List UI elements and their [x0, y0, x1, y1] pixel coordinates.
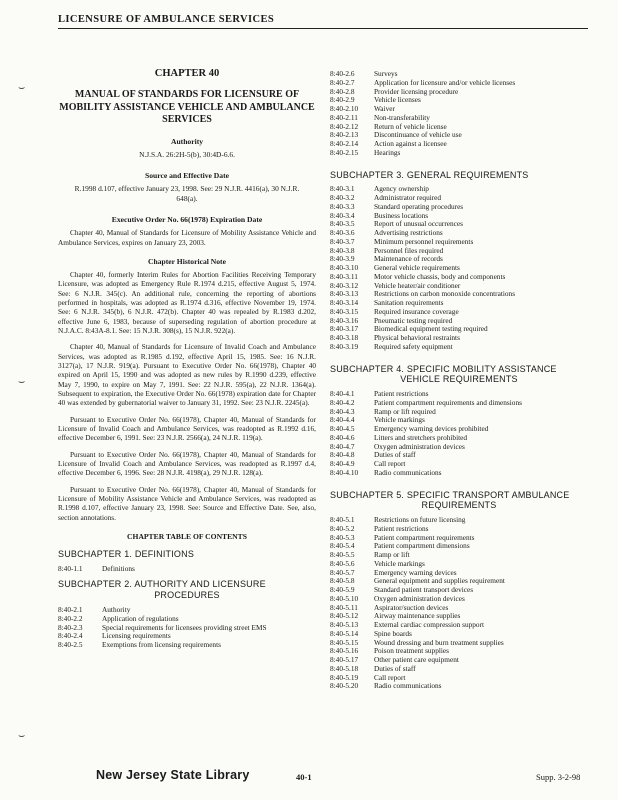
section-title: Advertising restrictions — [374, 228, 443, 238]
toc-entry — [58, 641, 267, 650]
section-number: 8:40-5.16 — [330, 646, 359, 656]
section-title: Biomedical equipment testing required — [374, 324, 488, 334]
margin-mark: ⌣ — [18, 82, 26, 94]
toc-entry — [330, 343, 515, 352]
section-title: Licensing requirements — [102, 631, 171, 641]
section-number: 8:40-3.12 — [330, 280, 359, 290]
toc-entry — [330, 443, 522, 452]
section-number: 8:40-3.15 — [330, 306, 359, 316]
subchapter-5-list — [330, 516, 505, 691]
section-number: 8:40-4.2 — [330, 397, 355, 407]
section-number: 8:40-2.9 — [330, 95, 355, 105]
toc-entry — [330, 88, 515, 97]
toc-entry — [330, 149, 515, 158]
subchapter-5-heading: SUBCHAPTER 5. SPECIFIC TRANSPORT AMBULANCE REQUIREMENTS — [330, 489, 570, 511]
section-number: 8:40-5.1 — [330, 515, 355, 525]
section-number: 8:40-4.3 — [330, 406, 355, 416]
section-number: 8:40-2.3 — [58, 622, 83, 632]
section-title: Ramp or lift — [374, 550, 410, 560]
section-title: General vehicle requirements — [374, 263, 460, 273]
history-paragraph: Pursuant to Executive Order No. 66(1978), Chapter 40, Manual of Standards for Licensure of Invalid Coach and Ambulance Services, was readopted as R.1997 d.4, effective December 6, 1996. See: 28 N.J.R. 4198(a), 29 N.J.R. 128(a). — [58, 449, 316, 478]
supplement-date: Supp. 3-2-98 — [536, 772, 581, 782]
section-title: Vehicle markings — [374, 558, 425, 568]
subchapter-4-list — [330, 390, 522, 478]
subchapter-1-heading: SUBCHAPTER 1. DEFINITIONS — [58, 548, 195, 559]
running-header: LICENSURE OF AMBULANCE SERVICES — [58, 14, 588, 29]
section-number: 8:40-3.11 — [330, 271, 358, 281]
margin-mark: ⌣ — [18, 376, 26, 388]
section-title: Oxygen administration devices — [374, 441, 465, 451]
section-number: 8:40-4.6 — [330, 432, 355, 442]
history-paragraph: Chapter 40, formerly Interim Rules for Abortion Facilities Receiving Temporary Licensure, was adopted as Emergency Rule R.1974 d.215, effective August 5, 1974. See: 6 N.J.R. 345(c). An additional rule, concerning the reporting of abortions performed in hospitals, was adopted as R.1974 d.316, effective November 19, 1974. See: 6 N.J.R. 345(b), 6 N.J.R. 472(b). Chapter 40 was repealed by R.1983 d.202, effective June 6, 1983, because of superseding regulation of abortion procedure at N.J.A.C. 8:43A-8.1. See: 15 N.J.R. 308(s), 15 N.J.R. 922(a). — [58, 270, 316, 335]
section-number: 8:40-5.6 — [330, 558, 355, 568]
section-title: Return of vehicle license — [374, 121, 447, 131]
section-number: 8:40-5.15 — [330, 637, 359, 647]
section-number: 8:40-5.12 — [330, 611, 359, 621]
section-title: Personnel files required — [374, 245, 444, 255]
section-number: 8:40-4.4 — [330, 415, 355, 425]
section-title: Aspirator/suction devices — [374, 602, 449, 612]
section-title: Application of regulations — [102, 613, 179, 623]
section-number: 8:40-2.4 — [58, 631, 83, 641]
section-number: 8:40-3.1 — [330, 184, 355, 194]
section-title: Action against a licensee — [374, 139, 447, 148]
subchapter-4-heading: SUBCHAPTER 4. SPECIFIC MOBILITY ASSISTANCE VEHICLE REQUIREMENTS — [330, 363, 557, 385]
history-paragraph: Chapter 40, Manual of Standards for Licensure of Invalid Coach and Ambulance Services, was adopted as R.1985 d.192, effective April 15, 1985. See: 16 N.J.R. 3127(a), 17 N.J.R. 919(a). Pursuant to Executive Order No. 66(1978), Chapter 40 expired on April 15, 1990 and was adopted as new rules by R.1990 d.239, effective May 7, 1990, to expire on May 7, 1991. See: 22 N.J.R. 595(a), 22 N.J.R. 1364(a). Subsequent to expiration, the Executive Order No. 66(1978) expiration date for Chapter 40 was extended by gubernatorial waiver to January 31, 1992. See: 23 N.J.R. 2245(a). — [58, 342, 316, 408]
section-number: 8:40-3.3 — [330, 201, 355, 211]
library-stamp: New Jersey State Library — [96, 768, 250, 782]
section-title: Standard patient transport devices — [374, 585, 474, 595]
section-title: Definitions — [102, 563, 135, 573]
section-number: 8:40-5.9 — [330, 585, 355, 595]
section-title: Sanitation requirements — [374, 298, 444, 308]
section-number: 8:40-5.14 — [330, 628, 359, 638]
section-number: 8:40-4.5 — [330, 424, 355, 434]
section-title: Report of unusual occurrences — [374, 219, 463, 229]
right-column — [330, 70, 588, 691]
section-title: Standard operating procedures — [374, 201, 464, 211]
section-number: 8:40-2.6 — [330, 69, 355, 78]
section-number: 8:40-3.4 — [330, 210, 355, 220]
section-number: 8:40-4.9 — [330, 459, 355, 469]
section-title: Litters and stretchers prohibited — [374, 432, 468, 442]
section-title: Vehicle licenses — [374, 95, 421, 105]
section-number: 8:40-5.5 — [330, 550, 355, 560]
section-number: 8:40-3.19 — [330, 341, 359, 351]
section-number: 8:40-3.6 — [330, 228, 355, 238]
section-title: Special requirements for licensees providing street EMS — [102, 622, 267, 632]
section-title: Other patient care equipment — [374, 655, 459, 665]
toc-entry — [330, 542, 505, 551]
source-heading: Source and Effective Date — [144, 171, 229, 181]
page-number: 40-1 — [296, 772, 312, 782]
section-number: 8:40-5.10 — [330, 593, 359, 603]
section-number: 8:40-3.2 — [330, 193, 355, 203]
toc-entry — [330, 408, 522, 417]
section-number: 8:40-3.7 — [330, 236, 355, 246]
section-number: 8:40-5.4 — [330, 541, 355, 551]
section-number: 8:40-5.7 — [330, 567, 355, 577]
section-title: Radio communications — [374, 467, 442, 477]
section-number: 8:40-2.15 — [330, 147, 359, 157]
section-title: Patient compartment dimensions — [374, 541, 470, 551]
eo-text: Chapter 40, Manual of Standards for Licensure of Mobility Assistance Vehicle and Ambulance Services, expires on January 23, 2003. — [58, 228, 316, 247]
section-title: Waiver — [374, 104, 395, 113]
authority-heading: Authority — [170, 136, 204, 146]
toc-entry — [330, 682, 505, 691]
left-column — [58, 68, 316, 650]
subchapter-3-list — [330, 185, 515, 351]
section-title: Patient restrictions — [374, 523, 429, 533]
section-number: 8:40-2.8 — [330, 86, 355, 96]
history-paragraph: Pursuant to Executive Order No. 66(1978), Chapter 40, Manual of Standards for Licensure of Invalid Coach and Ambulance Services, was readopted as R.1992 d.16, effective December 6, 1991. See: 23 N.J.R. 2566(a), 24 N.J.R. 119(a). — [58, 414, 316, 443]
margin-mark: ⌣ — [18, 730, 26, 742]
section-number: 8:40-3.8 — [330, 245, 355, 255]
section-number: 8:40-5.19 — [330, 672, 359, 682]
section-number: 8:40-2.12 — [330, 121, 359, 131]
subchapter-2-heading: SUBCHAPTER 2. AUTHORITY AND LICENSURE PROCEDURES — [58, 579, 266, 601]
section-title: Call report — [374, 672, 406, 682]
section-number: 8:40-2.13 — [330, 130, 359, 140]
section-title: Required safety equipment — [374, 341, 453, 351]
section-title: Hearings — [374, 147, 401, 157]
subchapter-2-list — [58, 606, 267, 650]
section-title: Duties of staff — [374, 450, 416, 460]
section-title: Authority — [102, 605, 131, 615]
section-title: Airway maintenance supplies — [374, 611, 461, 621]
section-title: Vehicle markings — [374, 415, 425, 425]
section-title: Poison treatment supplies — [374, 646, 449, 656]
section-title: General equipment and supplies requirement — [374, 576, 505, 586]
section-title: Required insurance coverage — [374, 306, 459, 316]
section-number: 8:40-3.16 — [330, 315, 359, 325]
section-number: 8:40-5.18 — [330, 663, 359, 673]
section-number: 8:40-4.1 — [330, 389, 355, 399]
section-title: Emergency warning devices — [374, 567, 457, 577]
section-number: 8:40-3.14 — [330, 298, 359, 308]
history-paragraph: Pursuant to Executive Order No. 66(1978), Chapter 40, Manual of Standards for Licensure of Mobility Assistance Vehicle and Ambulance Services, was readopted as R.1998 d.107, effective January 23, 1998. See: Source and Effective Date. See, also, section annotations. — [58, 484, 316, 522]
section-number: 8:40-2.7 — [330, 77, 355, 87]
section-number: 8:40-5.11 — [330, 602, 358, 612]
section-number: 8:40-3.13 — [330, 289, 359, 299]
section-title: Minimum personnel requirements — [374, 236, 474, 246]
section-number: 8:40-2.10 — [330, 104, 359, 113]
section-title: Maintenance of records — [374, 254, 443, 264]
section-title: Agency ownership — [374, 184, 429, 194]
section-title: Application for licensure and/or vehicle licenses — [374, 77, 516, 87]
section-number: 8:40-2.1 — [58, 605, 83, 615]
section-title: Duties of staff — [374, 663, 416, 673]
authority-text: N.J.S.A. 26:2H-5(b), 30:4D-6.6. — [139, 149, 235, 159]
section-number: 8:40-3.9 — [330, 254, 355, 264]
section-title: Motor vehicle chassis, body and components — [374, 271, 506, 281]
section-title: Provider licensing procedure — [374, 86, 459, 96]
section-number: 8:40-5.13 — [330, 620, 359, 630]
section-title: Administrator required — [374, 193, 442, 203]
section-number: 8:40-2.2 — [58, 613, 83, 623]
toc-entry — [58, 565, 135, 574]
section-number: 8:40-3.5 — [330, 219, 355, 229]
section-title: Pneumatic testing required — [374, 315, 453, 325]
section-number: 8:40-5.17 — [330, 655, 359, 665]
section-title: Business locations — [374, 210, 429, 220]
section-title: Ramp or lift required — [374, 406, 436, 416]
source-text: R.1998 d.107, effective January 23, 1998. See: 29 N.J.R. 4416(a), 30 N.J.R. 648(a). — [74, 184, 300, 203]
toc-heading: CHAPTER TABLE OF CONTENTS — [127, 531, 247, 541]
section-number: 8:40-5.2 — [330, 523, 355, 533]
section-number: 8:40-1.1 — [58, 563, 83, 573]
section-title: Wound dressing and burn treatment supplies — [374, 637, 504, 647]
toc-entry — [330, 469, 522, 478]
section-number: 8:40-4.8 — [330, 450, 355, 460]
subchapter-1-list — [58, 565, 135, 574]
section-number: 8:40-5.8 — [330, 576, 355, 586]
section-title: External cardiac compression support — [374, 620, 485, 630]
section-number: 8:40-3.18 — [330, 333, 359, 343]
section-number: 8:40-2.5 — [58, 640, 83, 650]
section-title: Exemptions from licensing requirements — [102, 640, 221, 650]
toc-entry — [330, 451, 522, 460]
section-title: Radio communications — [374, 681, 442, 691]
section-title: Non-transferability — [374, 112, 430, 122]
section-title: Discontinuance of vehicle use — [374, 130, 462, 140]
subchapter-2-list-continued — [330, 70, 515, 158]
section-number: 8:40-2.11 — [330, 112, 358, 122]
section-number: 8:40-5.3 — [330, 532, 355, 542]
subchapter-3-heading: SUBCHAPTER 3. GENERAL REQUIREMENTS — [330, 169, 529, 180]
section-number: 8:40-5.20 — [330, 681, 359, 691]
chapter-number: CHAPTER 40 — [154, 68, 220, 79]
section-title: Restrictions on future licensing — [374, 515, 466, 525]
eo-heading: Executive Order No. 66(1978) Expiration Date — [111, 215, 263, 225]
section-number: 8:40-4.10 — [330, 467, 359, 477]
section-title: Oxygen administration devices — [374, 593, 465, 603]
section-number: 8:40-2.14 — [330, 139, 359, 148]
section-title: Patient restrictions — [374, 389, 429, 399]
history-heading: Chapter Historical Note — [148, 257, 226, 267]
section-title: Spine boards — [374, 628, 412, 638]
section-title: Call report — [374, 459, 406, 469]
section-title: Physical behavioral restraints — [374, 333, 460, 343]
section-number: 8:40-3.10 — [330, 263, 359, 273]
section-title: Patient compartment requirements — [374, 532, 475, 542]
chapter-title: MANUAL OF STANDARDS FOR LICENSURE OF MOBILITY ASSISTANCE VEHICLE AND AMBULANCE SERVICES — [59, 89, 315, 125]
section-title: Restrictions on carbon monoxide concentrations — [374, 289, 516, 299]
section-title: Surveys — [374, 69, 398, 78]
section-title: Patient compartment requirements and dimensions — [374, 397, 522, 407]
section-number: 8:40-3.17 — [330, 324, 359, 334]
section-title: Vehicle heater/air conditioner — [374, 280, 461, 290]
section-title: Emergency warning devices prohibited — [374, 424, 489, 434]
section-number: 8:40-4.7 — [330, 441, 355, 451]
